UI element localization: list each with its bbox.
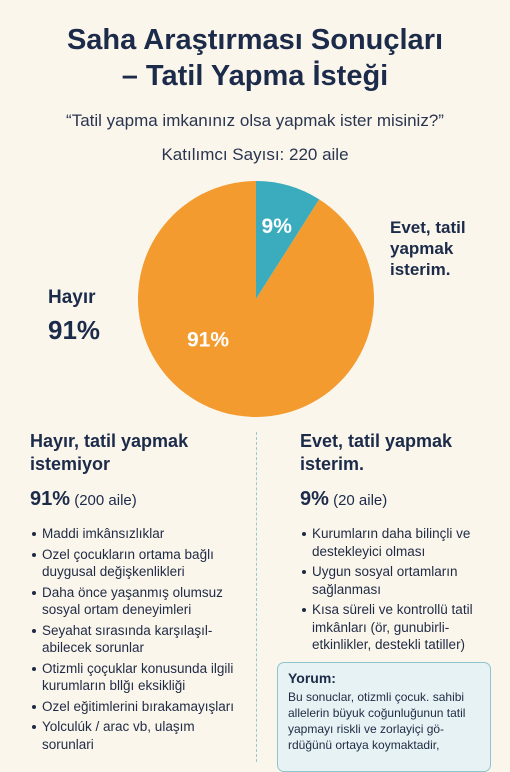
pie-chart — [138, 181, 374, 417]
yes-heading: Evet, tatil yapmak isterim. — [300, 431, 453, 474]
list-item: Otizmli çoçuklar konusunda ilgili kurumların bllğı eksikliği — [30, 660, 245, 695]
no-heading: Hayır, tatil yapmak istemiyor — [30, 431, 189, 474]
list-item: Uygun sosyal ortamların sağlanması — [300, 563, 500, 598]
list-item: Ozel çocukların ortama bağlı duygusal değişkenlikleri — [30, 546, 245, 581]
list-item: Kısa süreli ve kontrollü tatil imkânları (ör, gunubirli-etkinlikler, destekli tatiller) — [300, 601, 500, 654]
survey-question: “Tatil yapma imkanınız olsa yapmak ister misiniz?” — [66, 111, 444, 130]
no-column — [30, 430, 245, 756]
yes-stat — [300, 488, 500, 511]
pie-label-yes: Evet, tatil yapmak isterim. — [390, 218, 466, 279]
no-stat — [30, 488, 245, 511]
yes-conditions-list — [300, 525, 500, 654]
comment-title: Yorum: — [288, 670, 336, 686]
title-line-1: Saha Araştırması Sonuçları — [66, 24, 444, 56]
yes-percent: 9% — [300, 488, 329, 510]
list-item: Kurumların daha bilinçli ve destekleyici olması — [300, 525, 500, 560]
comment-text: Bu sonuclar, otizmli çocuk. sahibi allelerin büyuk coğunluğunun tatil yapmayı riskli ve zorlayiçi gö-rdüğünü ortaya koymaktadir, — [288, 690, 466, 752]
pie-label-no — [48, 287, 100, 346]
pie-label-no-percent: 91% — [48, 315, 101, 345]
list-item: Yolculúk / arac vb, ulaşım sorunlari — [30, 718, 245, 753]
pie-value-label-no: 91% — [186, 328, 230, 352]
yes-count: (20 aile) — [333, 492, 388, 509]
participant-count: Katılımcı Sayısı: 220 aile — [161, 145, 349, 164]
title-line-2: – Tatil Yapma İsteği — [121, 60, 389, 92]
page-title — [0, 22, 510, 94]
yes-column — [300, 430, 500, 657]
pie-label-no-title: Hayır — [48, 287, 96, 308]
no-count: (200 aile) — [74, 492, 137, 509]
no-reasons-list — [30, 525, 245, 753]
column-divider — [256, 432, 257, 762]
pie-value-label-yes: 9% — [261, 215, 292, 239]
pie-slice-no — [138, 181, 374, 417]
no-percent: 91% — [30, 488, 71, 510]
comment-box — [277, 662, 491, 772]
list-item: Maddi imkânsızlıklar — [30, 525, 245, 543]
list-item: Seyahat sırasında karşılaşıl-abilecek sorunlar — [30, 622, 245, 657]
list-item: Ozel eğitimlerini bırakamayışları — [30, 698, 245, 716]
list-item: Daha önce yaşanmış olumsuz sosyal ortam deneyimleri — [30, 584, 245, 619]
